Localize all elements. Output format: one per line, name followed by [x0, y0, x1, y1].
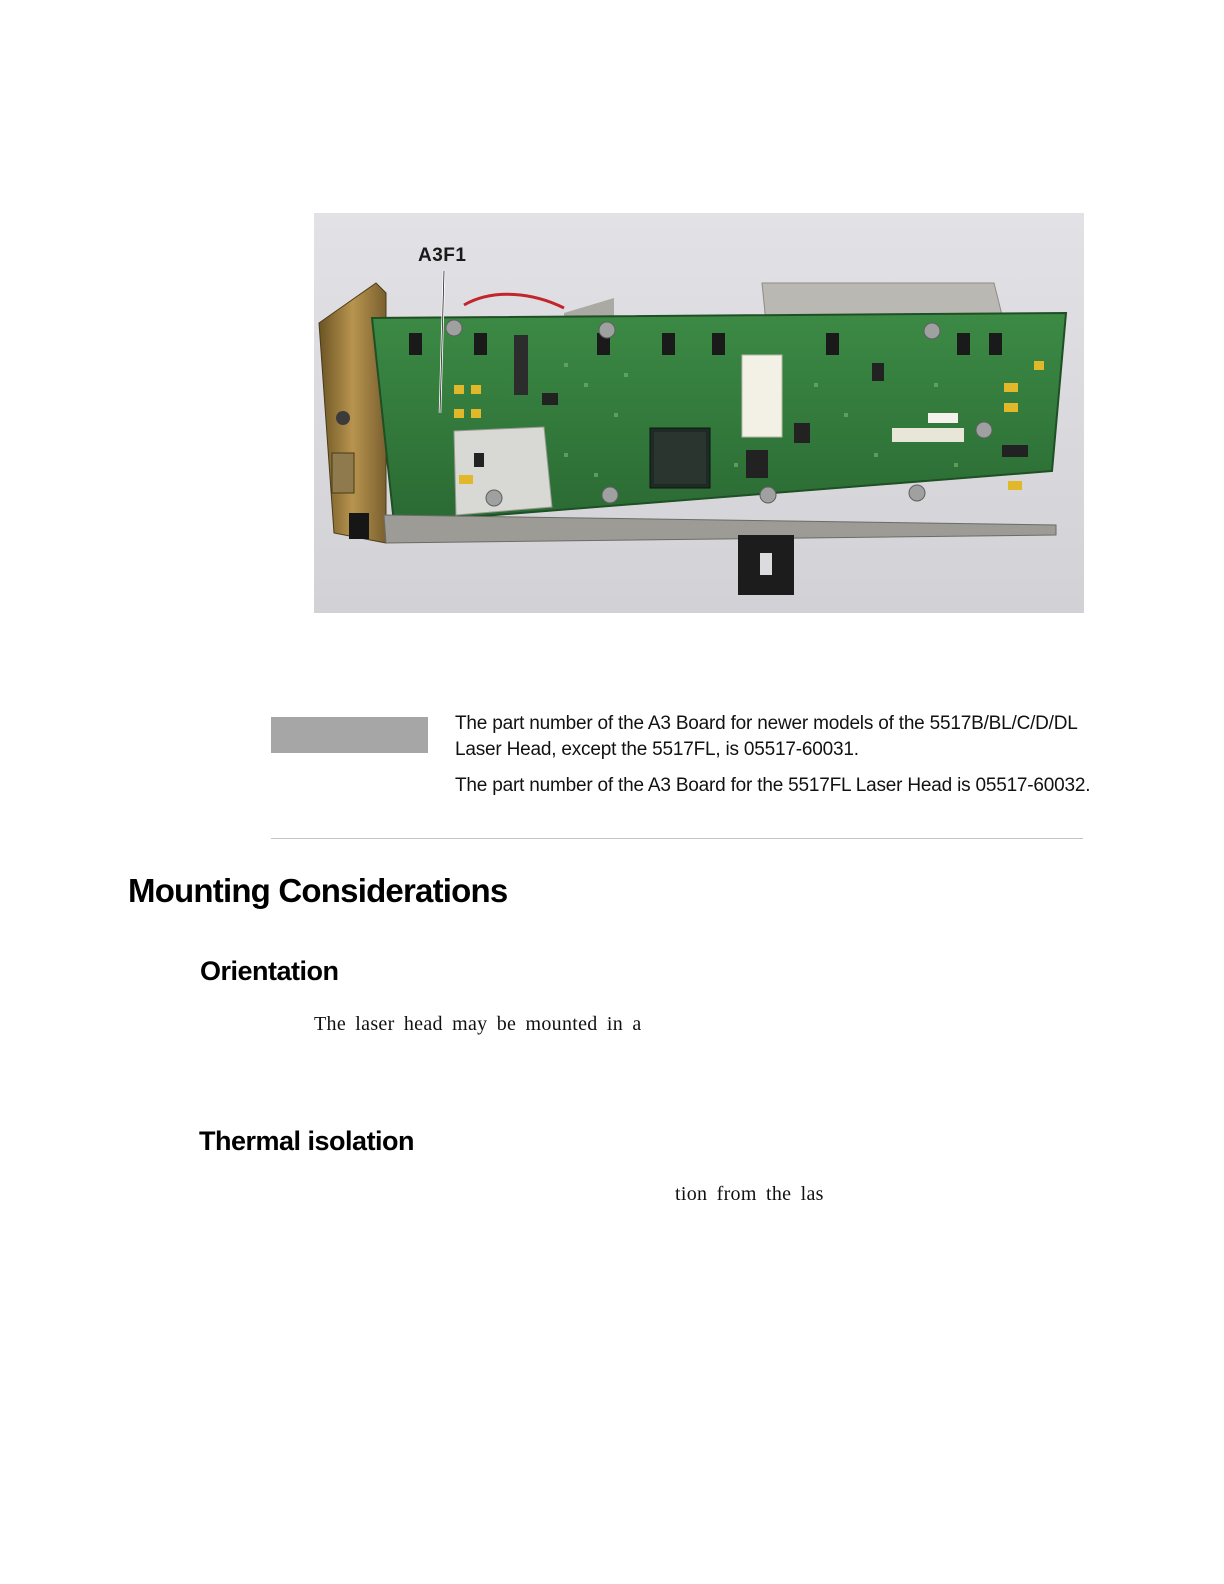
orientation-text: The laser head may be mounted in a [314, 1013, 642, 1035]
note-paragraph: The part number of the A3 Board for the 5517FL Laser Head is 05517-60032. [455, 775, 1091, 796]
note-paragraph: The part number of the A3 Board for newer models of the 5517B/BL/C/D/DL Laser Head, except the 5517FL, is 05517-60031. [455, 713, 1077, 760]
circuit-board-photo [314, 213, 1084, 613]
board-illustration [314, 213, 1084, 613]
note-divider [271, 838, 1083, 839]
subsection-title-thermal-isolation: Thermal isolation [199, 1126, 415, 1156]
note-text [455, 711, 1095, 809]
callout-label-a3f1: A3F1 [418, 245, 467, 266]
section-title: Mounting Considerations [128, 872, 508, 909]
note-flag [271, 717, 428, 753]
subsection-title-orientation: Orientation [200, 956, 339, 986]
thermal-isolation-text: tion from the las [675, 1183, 824, 1205]
